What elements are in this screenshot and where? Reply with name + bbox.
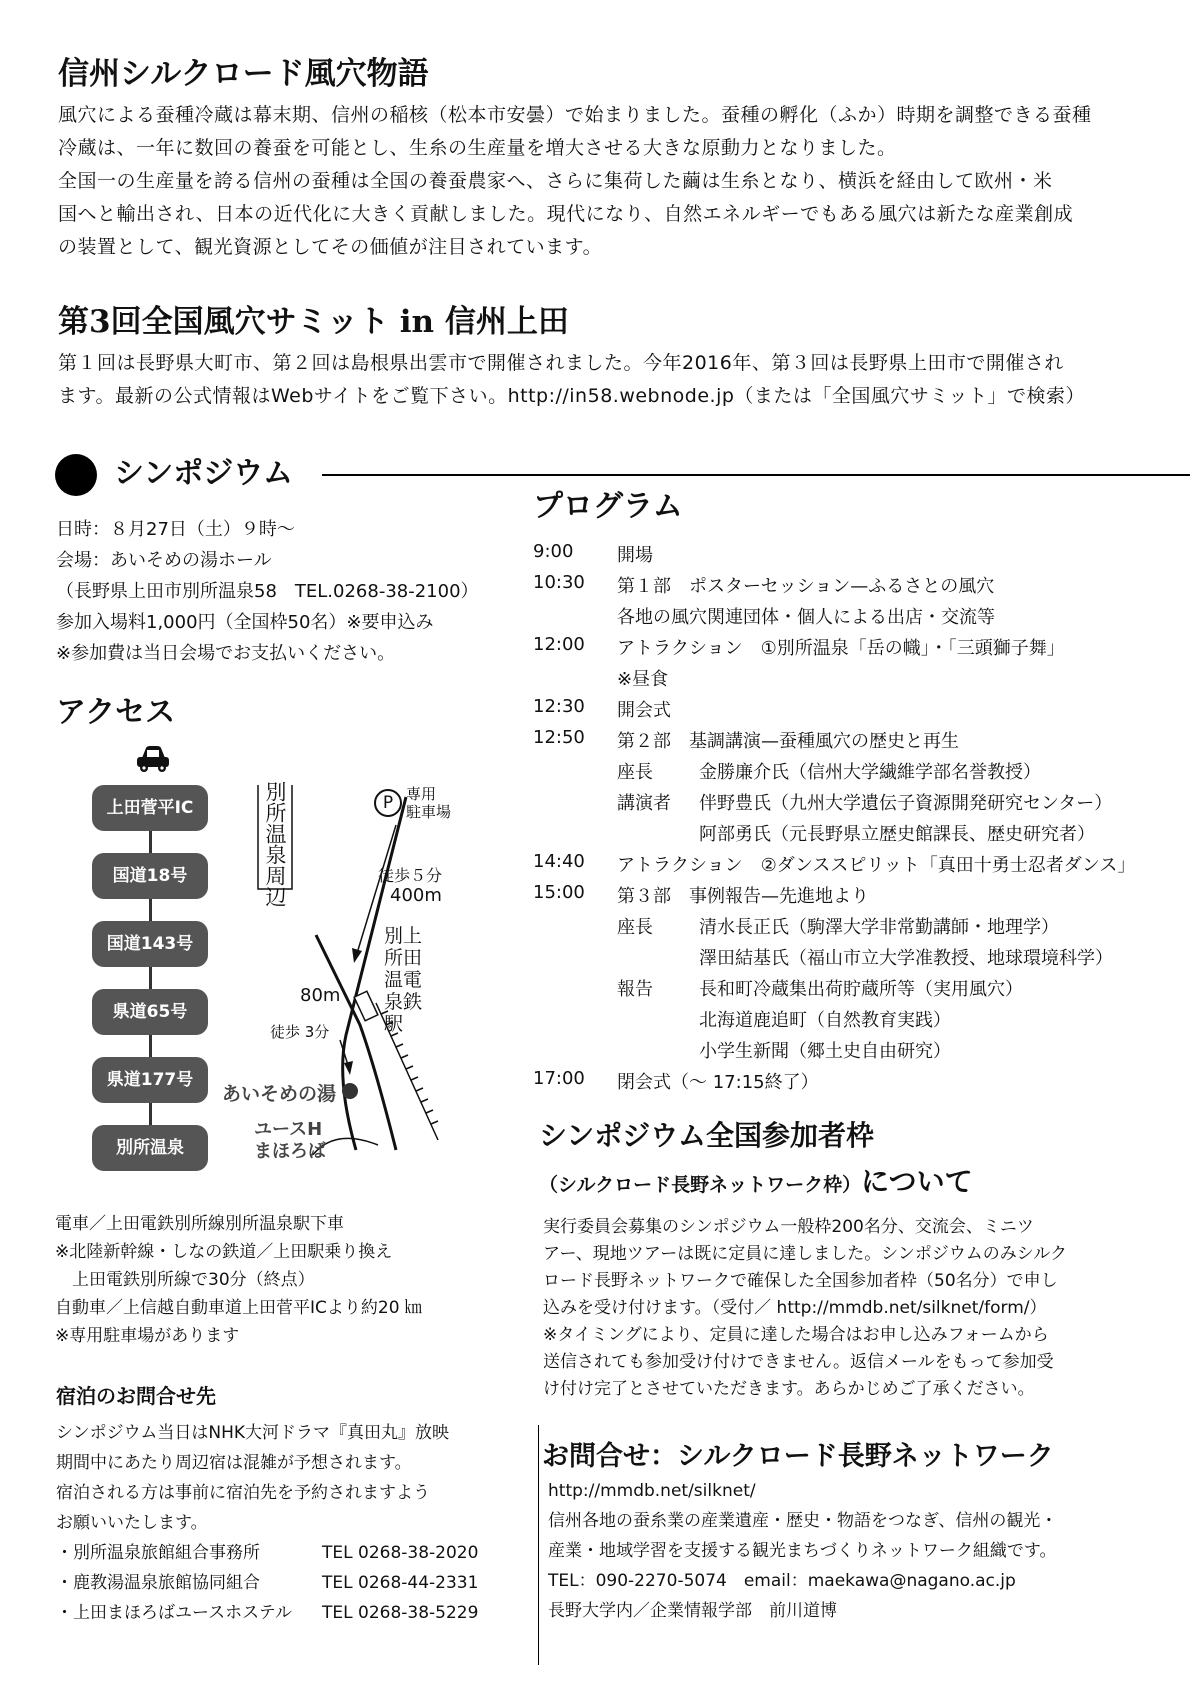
road-pill: 県道65号 (92, 989, 208, 1035)
program-item: 第３部 事例報告—先進地より (617, 886, 869, 907)
contact-url: http://mmdb.net/silknet/ (548, 1481, 756, 1501)
story-line: 風穴による蚕種冷蔵は幕末期、信州の稲核（松本市安曇）で始まりました。蚕種の孵化（ふか）時期を調整できる蚕種 (58, 104, 1092, 126)
program-item: 講演者 (617, 793, 671, 814)
map-area-label: 別所温泉周辺 (263, 781, 287, 907)
contact-line: 信州各地の蚕糸業の産業遺産・歴史・物語をつなぎ、信州の観光・ (548, 1511, 1058, 1531)
story-line: 国へと輸出され、日本の近代化に大きく貢献しました。現代になり、自然エネルギーでもある風穴は新たな産業創成 (58, 203, 1074, 225)
program-table (533, 541, 1153, 1101)
parking-icon: P (374, 789, 402, 817)
lodging-contact (56, 1538, 516, 1568)
road-pill: 国道143号 (92, 921, 208, 967)
access-line: 電車／上田電鉄別所線別所温泉駅下車 (55, 1214, 344, 1234)
access-line: 上田電鉄別所線で30分（終点） (55, 1270, 315, 1290)
access-line: ※北陸新幹線・しなの鉄道／上田駅乗り換え (55, 1242, 393, 1262)
symposium-line: 参加入場料1,000円（全国枠50名）※要申込み (56, 612, 434, 633)
program-row (533, 944, 1153, 975)
walk-time-venue: 徒歩 3分 (270, 1023, 330, 1041)
program-item: 座長 (617, 917, 653, 938)
program-detail: 伴野豊氏（九州大学遺伝子資源開発研究センター） (699, 793, 1113, 814)
program-row (533, 572, 1153, 603)
walk-distance-parking: 400m (390, 885, 442, 906)
contact-tel-email: TEL：090-2270-5074 email：maekawa@nagano.ac.jp (548, 1571, 1016, 1591)
access-line: 自動車／上信越自動車道上田菅平ICより約20 ㎞ (55, 1298, 422, 1318)
symposium-heading: シンポジウム (114, 456, 293, 491)
program-detail: 清水長正氏（駒澤大学非常勤講師・地理学） (699, 917, 1059, 938)
quota-subtitle: （シルクロード長野ネットワーク枠） (539, 1174, 862, 1196)
lodging-info (56, 1418, 449, 1538)
program-heading: プログラム (533, 489, 683, 524)
summit-body (58, 347, 1085, 413)
story-body (58, 99, 1092, 264)
road-route (92, 785, 208, 1180)
summit-line: 第１回は長野県大町市、第２回は島根県出雲市で開催されました。今年2016年、第３回は長野県上田市で開催され (58, 352, 1064, 374)
program-time: 17:00 (533, 1068, 585, 1089)
car-icon (134, 744, 172, 774)
program-item: アトラクション ①別所温泉「岳の幟」・「三頭獅子舞」 (617, 638, 1065, 659)
program-detail: 小学生新聞（郷土史自由研究） (699, 1041, 951, 1062)
program-item: ※昼食 (617, 669, 669, 690)
symposium-info (56, 514, 479, 669)
program-time: 10:30 (533, 572, 585, 593)
quota-body (543, 1214, 1067, 1403)
access-line: ※専用駐車場があります (55, 1326, 240, 1346)
summit-line: ます。最新の公式情報はWebサイトをご覧下さい。http://in58.webnode.jp（または「全国風穴サミット」で検索） (58, 385, 1086, 407)
quota-suffix: について (861, 1165, 973, 1198)
program-row (533, 758, 1153, 789)
program-item: 第２部 基調講演—蚕種風穴の歴史と再生 (617, 731, 959, 752)
quota-line: ※タイミングにより、定員に達した場合はお申し込みフォームから (543, 1325, 1049, 1345)
parking-label-line: 駐車場 (406, 803, 452, 821)
road-pill: 上田菅平IC (92, 785, 208, 831)
contact-body (548, 1476, 1057, 1626)
program-row (533, 913, 1153, 944)
quota-line: 送信されても参加受け付けできません。返信メールをもって参加受 (543, 1352, 1054, 1372)
program-detail: 長和町冷蔵集出荷貯蔵所等（実用風穴） (699, 979, 1023, 1000)
quota-line: 込みを受け付けます。（受付／ http://mmdb.net/silknet/form/） (543, 1298, 1047, 1318)
quota-line: け付け完了とさせていただきます。あらかじめご了承ください。 (543, 1379, 1035, 1399)
lodging-contact-name: ・上田まほろばユースホステル (56, 1603, 292, 1623)
lodging-contact-name: ・鹿教湯温泉旅館協同組合 (56, 1573, 260, 1593)
road-pill: 県道177号 (92, 1057, 208, 1103)
lodging-line: 期間中にあたり周辺宿は混雑が予想されます。 (56, 1453, 412, 1473)
access-info (55, 1210, 422, 1350)
program-row (533, 696, 1153, 727)
symposium-line: ※参加費は当日会場でお支払いください。 (56, 643, 396, 664)
program-item: 座長 (617, 762, 653, 783)
station-label-line: 別上 (384, 925, 423, 947)
quota-line: 実行委員会募集のシンポジウム一般枠200名分、交流会、ミニツ (543, 1217, 1034, 1237)
program-row (533, 975, 1153, 1006)
program-row (533, 634, 1153, 665)
program-row (533, 851, 1153, 882)
program-item: 開会式 (617, 700, 671, 721)
walk-time-parking: 徒歩５分 (378, 866, 443, 885)
contact-border-line (538, 1425, 539, 1665)
section-divider (322, 474, 1190, 476)
quota-subtitle-line (539, 1160, 973, 1200)
youth-hostel-label (254, 1119, 326, 1163)
road-pill: 国道18号 (92, 853, 208, 899)
lodging-contact (56, 1598, 516, 1628)
program-row (533, 541, 1153, 572)
lodging-contact (56, 1568, 516, 1598)
program-item: 開場 (617, 545, 653, 566)
symposium-line: （長野県上田市別所温泉58 TEL.0268-38-2100） (56, 581, 479, 602)
program-time: 12:30 (533, 696, 585, 717)
access-heading: アクセス (56, 695, 176, 730)
program-row (533, 1037, 1153, 1068)
program-detail: 澤田結基氏（福山市立大学准教授、地球環境科学） (699, 948, 1113, 969)
station-label-line: 駅 (384, 1013, 404, 1035)
venue-label: あいそめの湯 (222, 1083, 337, 1105)
program-item: 各地の風穴関連団体・個人による出店・交流等 (617, 607, 995, 628)
road-pill: 別所温泉 (92, 1125, 208, 1171)
program-time: 9:00 (533, 541, 574, 562)
lodging-contact-tel: TEL 0268-44-2331 (322, 1573, 479, 1593)
lodging-contact-tel: TEL 0268-38-5229 (322, 1603, 479, 1623)
story-line: 冷蔵は、一年に数回の養蚕を可能とし、生糸の生産量を増大させる大きな原動力となりました。 (58, 137, 897, 159)
summit-title: 第3回全国風穴サミット in 信州上田 (58, 304, 569, 340)
program-time: 12:00 (533, 634, 585, 655)
story-line: の装置として、観光資源としてその価値が注目されています。 (58, 236, 603, 258)
program-item: アトラクション ②ダンススピリット「真田十勇士忍者ダンス」 (617, 855, 1136, 876)
lodging-line: シンポジウム当日はNHK大河ドラマ『真田丸』放映 (56, 1423, 450, 1443)
program-row (533, 882, 1153, 913)
program-item: 報告 (617, 979, 653, 1000)
contact-line: 産業・地域学習を支援する観光まちづくりネットワーク組織です。 (548, 1541, 1057, 1561)
station-label-line: 温電 (384, 969, 423, 991)
symposium-line: 会場：あいそめの湯ホール (56, 550, 272, 571)
program-detail: 北海道鹿追町（自然教育実践） (699, 1010, 951, 1031)
program-row (533, 789, 1153, 820)
station-label-line: 泉鉄 (384, 991, 423, 1013)
program-item: 閉会式（〜 17:15終了） (617, 1072, 819, 1093)
station-label (384, 925, 422, 1035)
program-time: 15:00 (533, 882, 585, 903)
parking-label (406, 785, 451, 821)
youth-hostel-line: ユースH (254, 1119, 323, 1140)
distance-80m: 80m (300, 985, 341, 1006)
program-row (533, 1006, 1153, 1037)
contact-person: 長野大学内／企業情報学部 前川道博 (548, 1601, 837, 1621)
parking-label-line: 専用 (406, 785, 437, 803)
quota-title: シンポジウム全国参加者枠 (539, 1119, 875, 1152)
program-detail: 阿部勇氏（元長野県立歴史館課長、歴史研究者） (699, 824, 1095, 845)
program-row (533, 665, 1153, 696)
program-row (533, 727, 1153, 758)
story-title: 信州シルクロード風穴物語 (58, 56, 429, 92)
contact-title: お問合せ：シルクロード長野ネットワーク (542, 1441, 1054, 1472)
symposium-line: 日時：８月27日（土）９時〜 (56, 519, 295, 540)
program-time: 14:40 (533, 851, 585, 872)
story-line: 全国一の生産量を誇る信州の蚕種は全国の養蚕農家へ、さらに集荷した繭は生糸となり、横浜を経由して欧州・米 (58, 170, 1053, 192)
program-row (533, 820, 1153, 851)
lodging-line: 宿泊される方は事前に宿泊先を予約されますよう (56, 1483, 430, 1503)
lodging-contact-tel: TEL 0268-38-2020 (322, 1543, 479, 1563)
program-row (533, 603, 1153, 634)
access-map (222, 781, 528, 1162)
lodging-contact-name: ・別所温泉旅館組合事務所 (56, 1543, 260, 1563)
lodging-contacts (56, 1538, 516, 1628)
program-detail: 金勝廉介氏（信州大学繊維学部名誉教授） (699, 762, 1041, 783)
bullet-circle-icon (55, 454, 97, 496)
lodging-heading: 宿泊のお問合せ先 (56, 1384, 216, 1408)
program-row (533, 1068, 1153, 1099)
program-time: 12:50 (533, 727, 585, 748)
youth-hostel-line: まほろば (254, 1141, 326, 1162)
program-item: 第１部 ポスターセッション—ふるさとの風穴 (617, 576, 995, 597)
quota-line: ロード長野ネットワークで確保した全国参加者枠（50名分）で申し (543, 1271, 1058, 1291)
quota-line: アー、現地ツアーは既に定員に達しました。シンポジウムのみシルク (543, 1244, 1067, 1264)
station-label-line: 所田 (384, 947, 423, 969)
lodging-line: お願いいたします。 (56, 1513, 208, 1533)
